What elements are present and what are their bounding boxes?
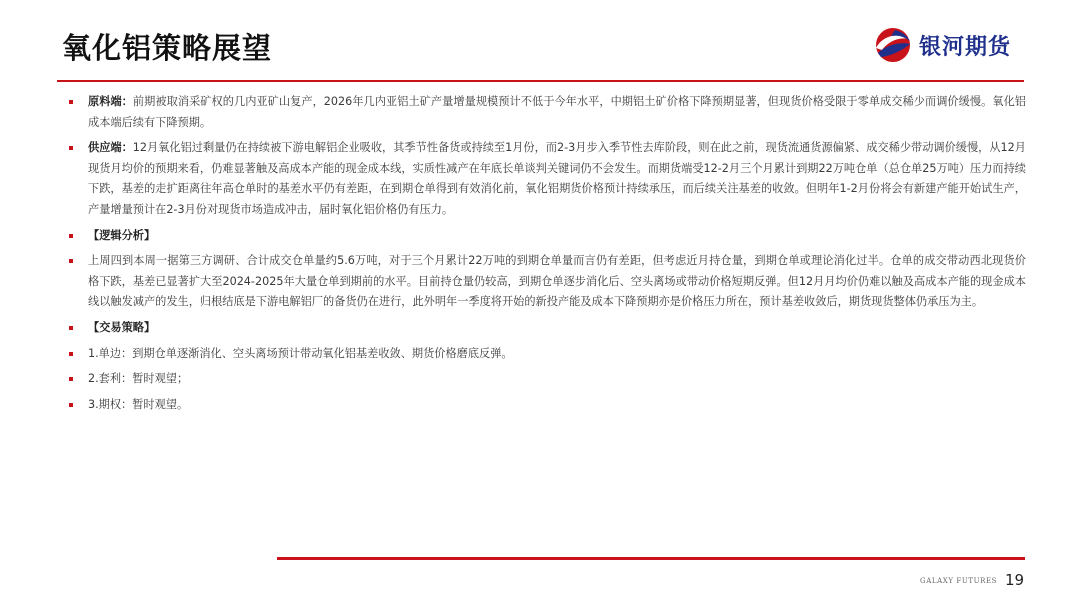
bullet-options [66, 395, 1026, 416]
logic-analysis-heading: 【逻辑分析】 [88, 228, 156, 242]
bullet-marker [69, 234, 73, 238]
bullet-marker [69, 100, 73, 104]
page-title: 氧化铝策略展望 [62, 31, 273, 65]
supply-text: 12月氧化铝过剩量仍在持续被下游电解铝企业吸收，其季节性备货或持续至1月份，而2-3月步入季节性去库阶段，则在此之前，现货流通货源偏紧、成交稀少带动调价缓慢，从12月现货月均价的预期来看，仍难显著触及高成本产能的现金成本线，实质性减产在年底长单谈判关键词仍不会发生。而期货端受12-2月三个月累计到期22万吨仓单（总仓单25万吨）压力而持续下跌，基差的走扩距离往年高仓单时的基差水平仍有差距，在到期仓单得到有效消化前，氧化铝期货价格预计持续承压，而后续关注基差的收敛。但明年1-2月份将会有新建产能开始试生产，产量增量预计在2-3月份对现货市场造成冲击，届时氧化铝价格仍有压力。 [88, 141, 1026, 216]
bullet-supply [66, 138, 1026, 220]
page-number: 19 [1005, 571, 1025, 589]
single-side-text: 1.单边：到期仓单逐渐消化、空头离场预计带动氧化铝基差收敛、期货价格磨底反弹。 [88, 346, 513, 360]
bullet-marker [69, 146, 73, 150]
footer-brand: GALAXY FUTURES [920, 577, 998, 585]
supply-label: 供应端： [88, 141, 133, 155]
bullet-arbitrage [66, 369, 1026, 390]
header-divider [57, 80, 1024, 82]
options-text: 3.期权：暂时观望。 [88, 397, 189, 411]
bullet-logic-heading [66, 226, 1026, 247]
trading-strategy-heading: 【交易策略】 [88, 320, 156, 334]
brand-logo [873, 26, 1011, 64]
bullet-logic-text [66, 251, 1026, 313]
bullet-marker [69, 377, 73, 381]
bullet-marker [69, 259, 73, 263]
galaxy-swirl-logo-icon [873, 26, 913, 64]
bullet-marker [69, 352, 73, 356]
raw-material-label: 原料端： [88, 95, 133, 108]
bullet-raw-material [66, 92, 1026, 133]
logic-analysis-text: 上周四到本周一据第三方调研、合计成交仓单量约5.6万吨，对于三个月累计22万吨的到期仓单量而言仍有差距，但考虑近月持仓量，到期仓单或理论消化过半。仓单的成交带动西北现货价格下跌，基差已显著扩大至2024-2025年大量仓单到期前的水平。目前持仓量仍较高，到期仓单逐步消化后、空头离场或带动价格短期反弹。但12月月均价仍难以触及高成本产能的现金成本线以触发减产的发生，归根结底是下游电解铝厂的备货仍在进行，此外明年一季度将开始的新投产能及成本下降预期亦是价格压力所在，预计基差收敛后，期货现货整体仍承压为主。 [88, 254, 1026, 309]
bullet-single-side [66, 344, 1026, 365]
brand-name: 银河期货 [919, 34, 1012, 60]
raw-material-text: 前期被取消采矿权的几内亚矿山复产，2026年几内亚铝土矿产量增量规模预计不低于今年水平，中期铝土矿价格下降预期显著，但现货价格受限于零单成交稀少而调价缓慢。氧化铝成本端后续有下降预期。 [88, 95, 1026, 129]
arbitrage-text: 2.套利：暂时观望； [88, 372, 189, 386]
footer-divider [277, 557, 1025, 560]
bullet-strategy-heading [66, 318, 1026, 339]
strategy-content [66, 92, 1026, 415]
bullet-marker [69, 326, 73, 330]
bullet-marker [69, 403, 73, 407]
